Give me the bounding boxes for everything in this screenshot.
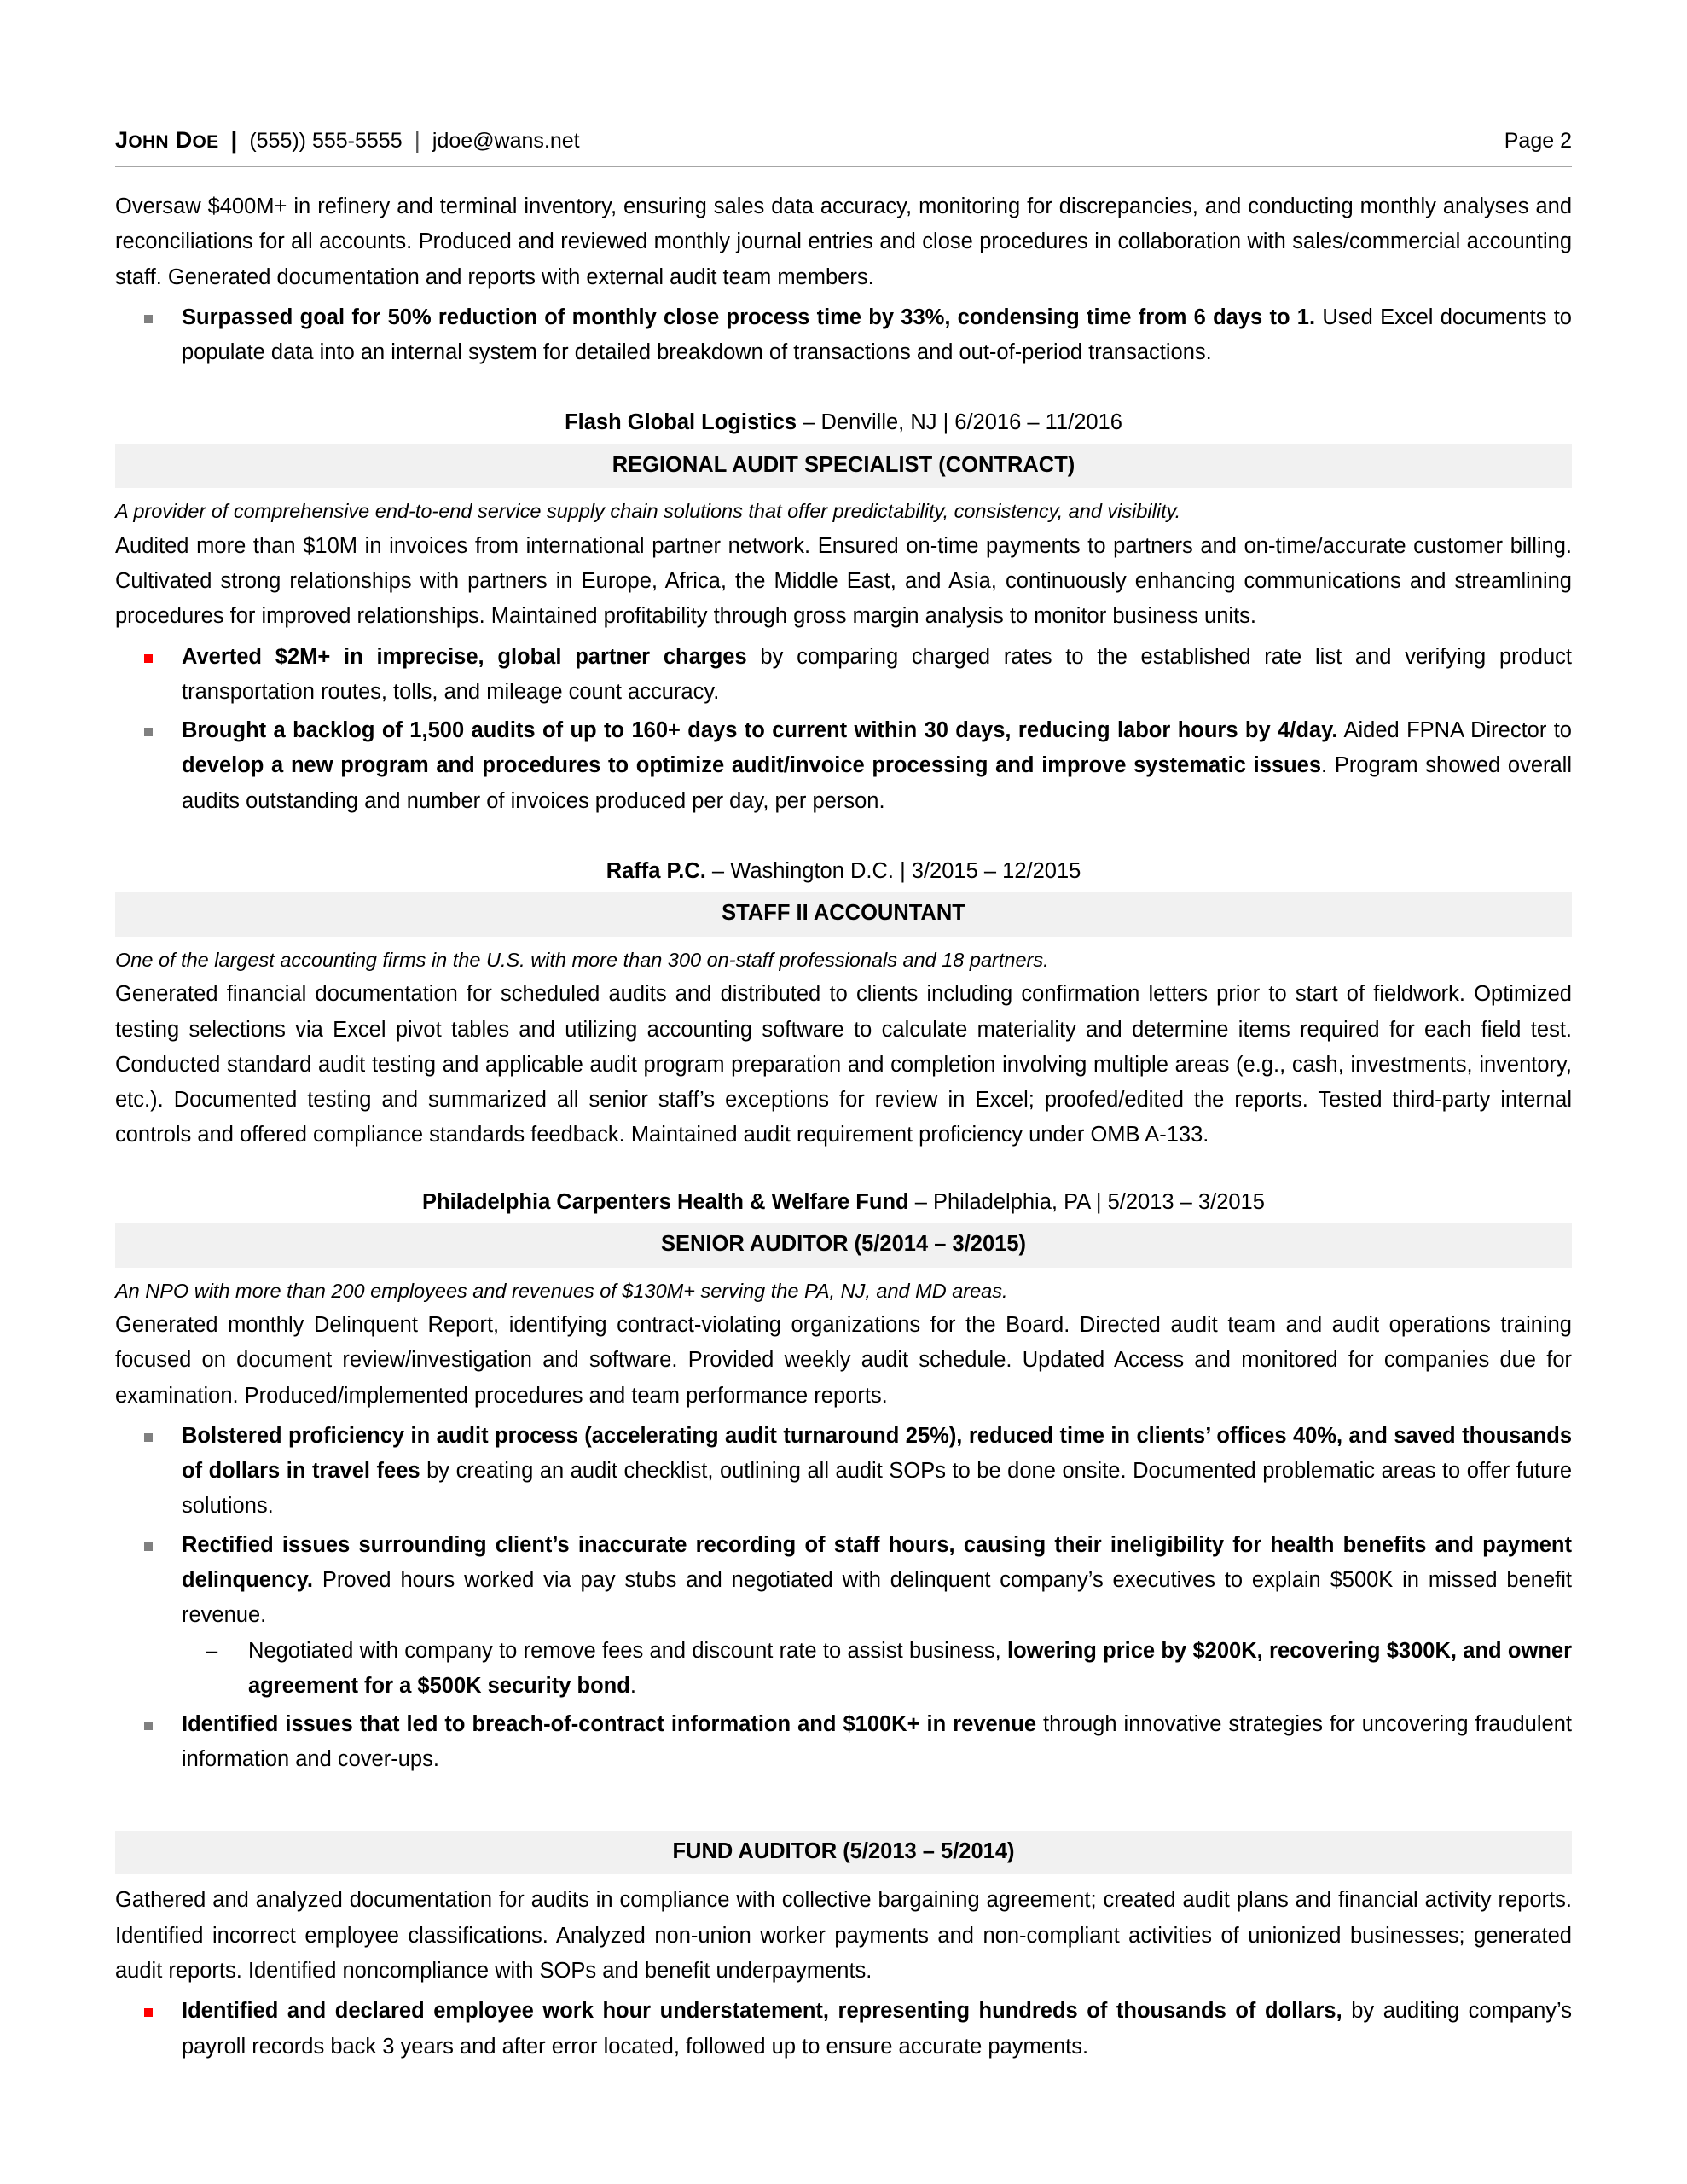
- job-heading-philly: [115, 1186, 1572, 1218]
- sub-bullet-text-2: .: [629, 1673, 636, 1698]
- bullet-bold-text: Identified and declared employee work hour understatement, representing hundreds of thousands of dollars,: [182, 1999, 1342, 2024]
- sub-bullet-list: [182, 1634, 1572, 1705]
- bullet-square-icon: [144, 1433, 153, 1442]
- list-item: [115, 713, 1572, 819]
- intro-paragraph: Oversaw $400M+ in refinery and terminal inventory, ensuring sales data accuracy, monitoring for discrepancies, and conducting monthly analyses and reconciliations for all accounts. Produced and reviewed monthly journal entries and close procedures in collaboration with sales/commercial accounting staff. Generated documentation and reports with external audit team members.: [115, 195, 1572, 289]
- company-tagline-raffa: One of the largest accounting firms in the U.S. with more than 300 on-staff professionals and 18 partners.: [115, 948, 1049, 971]
- bullet-bold-text: Bolstered proficiency in audit process (accelerating audit turnaround 25%), reduced time in clients’ offices 40%, and saved thousands of dollars in travel fees: [182, 1423, 1572, 1484]
- header-divider: [115, 166, 1572, 167]
- bullet-text: by auditing company’s payroll records back 3 years and after error located, followed up to ensure accurate payments.: [182, 1999, 1572, 2059]
- candidate-name: JOHN DOE: [115, 127, 219, 153]
- header-email: jdoe@wans.net: [432, 129, 580, 153]
- list-item: [115, 1528, 1572, 1704]
- header-separator-2: |: [414, 126, 420, 153]
- page-number: Page 2: [1504, 129, 1572, 153]
- list-item: [115, 1994, 1572, 2065]
- company-name: Raffa P.C.: [606, 859, 706, 884]
- bullet-list-fund-auditor: [115, 1994, 1572, 2065]
- header-separator-1: |: [230, 126, 238, 153]
- bullet-text: Aided FPNA Director to: [1337, 718, 1572, 743]
- bullet-text: through innovative strategies for uncovering fraudulent information and cover-ups.: [182, 1712, 1572, 1772]
- intro-bullet-list: [115, 300, 1572, 371]
- company-tagline-flash: A provider of comprehensive end-to-end service supply chain solutions that offer predictability, consistency, and visibility.: [115, 500, 1181, 523]
- bullet-bold-text-2: develop a new program and procedures to optimize audit/invoice processing and improve systematic issues: [182, 753, 1322, 778]
- list-item: [115, 640, 1572, 711]
- job-paragraph-flash: Audited more than $10M in invoices from international partner network. Ensured on-time payments to partners and on-time/accurate customer billing. Cultivated strong relationships with partners in Europe, Africa, the Middle East, and Asia, continuously enhancing communications and streamlining procedures for improved relationships. Maintained profitability through gross margin analysis to monitor business units.: [115, 533, 1572, 629]
- company-meta: – Philadelphia, PA | 5/2013 – 3/2015: [908, 1189, 1265, 1214]
- job-title-bar-philly: SENIOR AUDITOR (5/2014 – 3/2015): [115, 1223, 1572, 1268]
- list-item: [115, 1707, 1572, 1778]
- sub-bullet-bold-text: lowering price by $200K, recovering $300K, and owner agreement for a $500K security bond: [248, 1638, 1572, 1698]
- bullet-square-icon: [144, 1542, 153, 1551]
- job-paragraph-fund-auditor: Gathered and analyzed documentation for audits in compliance with collective bargaining agreement; created audit plans and financial activity reports. Identified incorrect employee classifications. Analyzed non-union worker payments and non-compliant activities of unionized businesses; generated audit reports. Identified noncompliance with SOPs and benefit underpayments.: [115, 1888, 1572, 1984]
- job-title-bar-fund-auditor: FUND AUDITOR (5/2013 – 5/2014): [115, 1831, 1572, 1875]
- bullet-text: by comparing charged rates to the established rate list and verifying product transportation routes, tolls, and mileage count accuracy.: [182, 644, 1572, 704]
- sub-list-item: [182, 1634, 1572, 1705]
- header-phone: (555)) 555-5555: [249, 129, 403, 153]
- bullet-square-icon: [144, 728, 153, 736]
- header-identity: [115, 126, 580, 154]
- company-name: Philadelphia Carpenters Health & Welfare Fund: [422, 1189, 909, 1214]
- company-tagline-philly: An NPO with more than 200 employees and revenues of $130M+ serving the PA, NJ, and MD areas.: [115, 1279, 1008, 1302]
- job-heading-raffa: [115, 855, 1572, 887]
- job-heading-flash: [115, 406, 1572, 439]
- bullet-bold-text: Brought a backlog of 1,500 audits of up to 160+ days to current within 30 days, reducing labor hours by 4/day.: [182, 718, 1338, 743]
- company-name: Flash Global Logistics: [565, 410, 797, 435]
- bullet-bold-text: Surpassed goal for 50% reduction of monthly close process time by 33%, condensing time from 6 days to 1.: [182, 305, 1316, 329]
- bullet-text: Used Excel documents to populate data into an internal system for detailed breakdown of transactions and out-of-period transactions.: [182, 305, 1572, 365]
- bullet-list-philly: [115, 1419, 1572, 1778]
- bullet-list-flash: [115, 640, 1572, 819]
- job-paragraph-philly: Generated monthly Delinquent Report, identifying contract-violating organizations for the Board. Directed audit team and audit operations training focused on document review/investigation and software. Provided weekly audit schedule. Updated Access and monitored for companies due for examination. Produced/implemented procedures and team performance reports.: [115, 1312, 1572, 1408]
- job-title-bar-raffa: STAFF II ACCOUNTANT: [115, 892, 1572, 937]
- bullet-square-icon: [144, 654, 153, 663]
- bullet-bold-text: Averted $2M+ in imprecise, global partner charges: [182, 644, 747, 669]
- company-meta: – Denville, NJ | 6/2016 – 11/2016: [797, 410, 1122, 435]
- bullet-text: by creating an audit checklist, outlining all audit SOPs to be done onsite. Documented problematic areas to offer future solutions.: [182, 1459, 1572, 1519]
- list-item: [115, 300, 1572, 371]
- bullet-text: Proved hours worked via pay stubs and negotiated with delinquent company’s executives to explain $500K in missed benefit revenue.: [182, 1567, 1572, 1628]
- bullet-square-icon: [144, 315, 153, 323]
- bullet-square-icon: [144, 2008, 153, 2017]
- company-meta: – Washington D.C. | 3/2015 – 12/2015: [705, 859, 1081, 884]
- bullet-bold-text: Rectified issues surrounding client’s inaccurate recording of staff hours, causing their ineligibility for health benefits and payment delinquency.: [182, 1532, 1572, 1592]
- bullet-text-2: . Program showed overall audits outstanding and number of invoices produced per day, per person.: [182, 753, 1573, 813]
- page-header: [115, 126, 1572, 154]
- sub-bullet-text: Negotiated with company to remove fees and discount rate to assist business,: [248, 1638, 1008, 1663]
- bullet-bold-text: Identified issues that led to breach-of-contract information and $100K+ in revenue: [182, 1712, 1037, 1737]
- dash-bullet-icon: –: [206, 1638, 218, 1663]
- list-item: [115, 1419, 1572, 1525]
- bullet-square-icon: [144, 1722, 153, 1730]
- job-title-bar-flash: REGIONAL AUDIT SPECIALIST (CONTRACT): [115, 444, 1572, 489]
- job-paragraph-raffa: Generated financial documentation for scheduled audits and distributed to clients including confirmation letters prior to start of fieldwork. Optimized testing selections via Excel pivot tables and utilizing accounting software to calculate materiality and determine items required for each field test. Conducted standard audit testing and applicable audit program preparation and completion involving multiple areas (e.g., cash, investments, inventory, etc.). Documented testing and summarized all senior staff’s exceptions for review in Excel; proofed/edited the reports. Tested third-party internal controls and offered compliance standards feedback. Maintained audit requirement proficiency under OMB A-133.: [115, 982, 1572, 1147]
